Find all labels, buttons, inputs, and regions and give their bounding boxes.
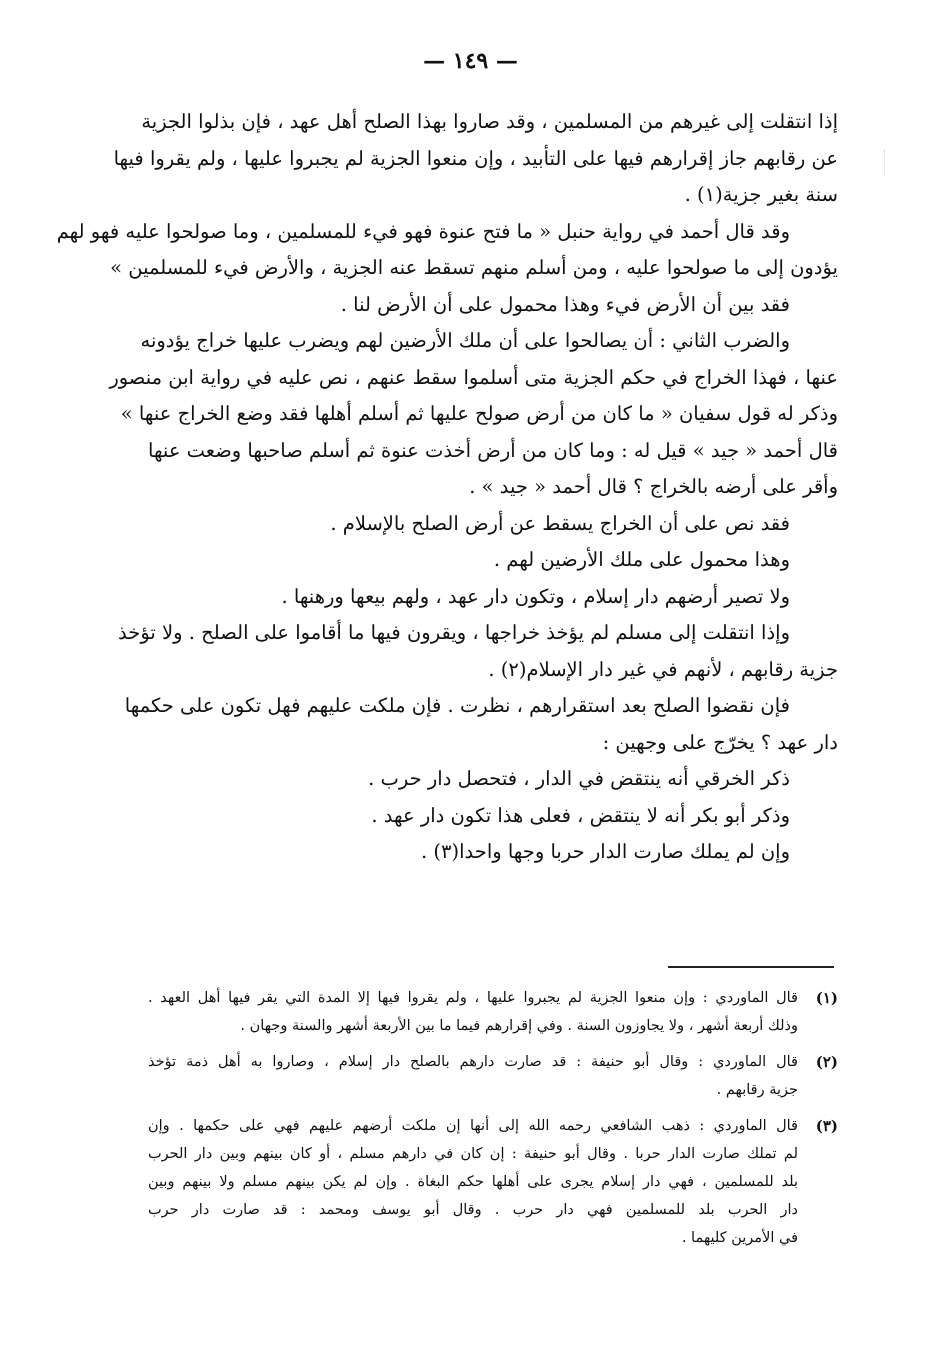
text-line: وإذا انتقلت إلى مسلم لم يؤخذ خراجها ، ويقرون فيها ما أقاموا على الصلح . ولا تؤخذ xyxy=(118,621,790,644)
text-line: ذكر الخرقي أنه ينتقض في الدار ، فتحصل دار حرب . xyxy=(368,767,790,790)
text-line: فقد بين أن الأرض فيء وهذا محمول على أن الأرض لنا . xyxy=(340,292,790,316)
text-line: وذكر له قول سفيان « ما كان من أرض صولح عليها ثم أسلم أهلها فقد وضع الخراج عنها » xyxy=(120,402,838,425)
footnote xyxy=(148,1048,838,1104)
text-line: قال أحمد « جيد » قيل له : وما كان من أرض أخذت عنوة ثم أسلم صاحبها وضعت عنها xyxy=(148,438,838,462)
text-line: وهذا محمول على ملك الأرضين لهم . xyxy=(493,548,790,571)
text-line: فإن نقضوا الصلح بعد استقرارهم ، نظرت . فإن ملكت عليهم فهل تكون على حكمها xyxy=(124,694,790,717)
text-line: وقد قال أحمد في رواية حنبل « ما فتح عنوة فهو فيء للمسلمين ، وما صولحوا عليه فهو لهم xyxy=(56,219,790,243)
text-line: والضرب الثاني : أن يصالحوا على أن ملك الأرضين لهم ويضرب عليها خراج يؤدونه xyxy=(140,329,790,352)
footnote-line: قال الماوردي : وقال أبو حنيفة : قد صارت دارهم بالصلح دار إسلام ، وصاروا به أهل ذمة تؤخذ xyxy=(148,1054,798,1070)
footnote-number: (١) xyxy=(815,989,838,1007)
margin-mark xyxy=(884,150,899,176)
footnote-line: قال الماوردي : وإن منعوا الجزية لم يجبروا عليها ، ولم يقروا فيها إلا المدة التي يقر فيها أهل العهد . xyxy=(148,990,798,1006)
footnote-line: دار الحرب بلد للمسلمين فهي دار حرب . وقال أبو يوسف ومحمد : قد صارت دار حرب xyxy=(148,1202,798,1218)
text-line: دار عهد ؟ يخرّج على وجهين : xyxy=(602,730,838,754)
page-number: — ١٤٩ — xyxy=(423,48,518,74)
text-line: ولا تصير أرضهم دار إسلام ، وتكون دار عهد ، ولهم بيعها ورهنها . xyxy=(281,584,790,608)
text-line: وأقر على أرضه بالخراج ؟ قال أحمد « جيد » . xyxy=(469,475,838,498)
text-line: سنة بغير جزية(١) . xyxy=(684,183,838,206)
footnote-line: بلد للمسلمين ، فهي دار إسلام يجرى على أهلها حكم البغاة . وإن لم يكن بينهم مسلم ولا بينهم وبين xyxy=(148,1174,798,1190)
text-line: جزية رقابهم ، لأنهم في غير دار الإسلام(٢) . xyxy=(488,657,838,681)
footnote-line: وذلك أربعة أشهر ، ولا يجاوزون السنة . وفي إقرارهم فيما ما بين الأربعة أشهر والسنة وجهان . xyxy=(240,1018,798,1034)
footnote xyxy=(148,984,838,1040)
footnotes xyxy=(148,984,838,1260)
footnote-divider xyxy=(668,966,834,968)
footnote-line: في الأمرين كليهما . xyxy=(681,1230,798,1246)
text-line: فقد نص على أن الخراج يسقط عن أرض الصلح بالإسلام . xyxy=(330,511,790,535)
footnote-number: (٣) xyxy=(815,1117,838,1135)
main-text xyxy=(56,104,838,871)
footnote-line: قال الماوردي : ذهب الشافعي رحمه الله إلى أنها إن ملكت أرضهم عليهم فهي على حكمها . وإن xyxy=(148,1118,798,1134)
footnote-line: لم تملك صارت الدار حربا . وقال أبو حنيفة : إن كان في دارهم مسلم ، أو كان بينهم وبين دار الحرب xyxy=(148,1146,798,1162)
text-line: يؤدون إلى ما صولحوا عليه ، ومن أسلم منهم تسقط عنه الجزية ، والأرض فيء للمسلمين » xyxy=(110,256,838,279)
text-line: وذكر أبو بكر أنه لا ينتقض ، فعلى هذا تكون دار عهد . xyxy=(371,803,790,827)
text-line: إذا انتقلت إلى غيرهم من المسلمين ، وقد صاروا بهذا الصلح أهل عهد ، فإن بذلوا الجزية xyxy=(141,110,838,133)
footnote-number: (٢) xyxy=(815,1053,838,1071)
text-line: وإن لم يملك صارت الدار حربا وجها واحدا(٣) . xyxy=(421,840,790,863)
footnote xyxy=(148,1112,838,1252)
text-line: عنها ، فهذا الخراج في حكم الجزية متى أسلموا سقط عنهم ، نص عليه في رواية ابن منصور xyxy=(109,365,838,389)
footnote-line: جزية رقابهم . xyxy=(716,1082,798,1098)
text-line: عن رقابهم جاز إقرارهم فيها على التأبيد ، وإن منعوا الجزية لم يجبروا عليها ، ولم يقروا فيها xyxy=(113,146,838,170)
